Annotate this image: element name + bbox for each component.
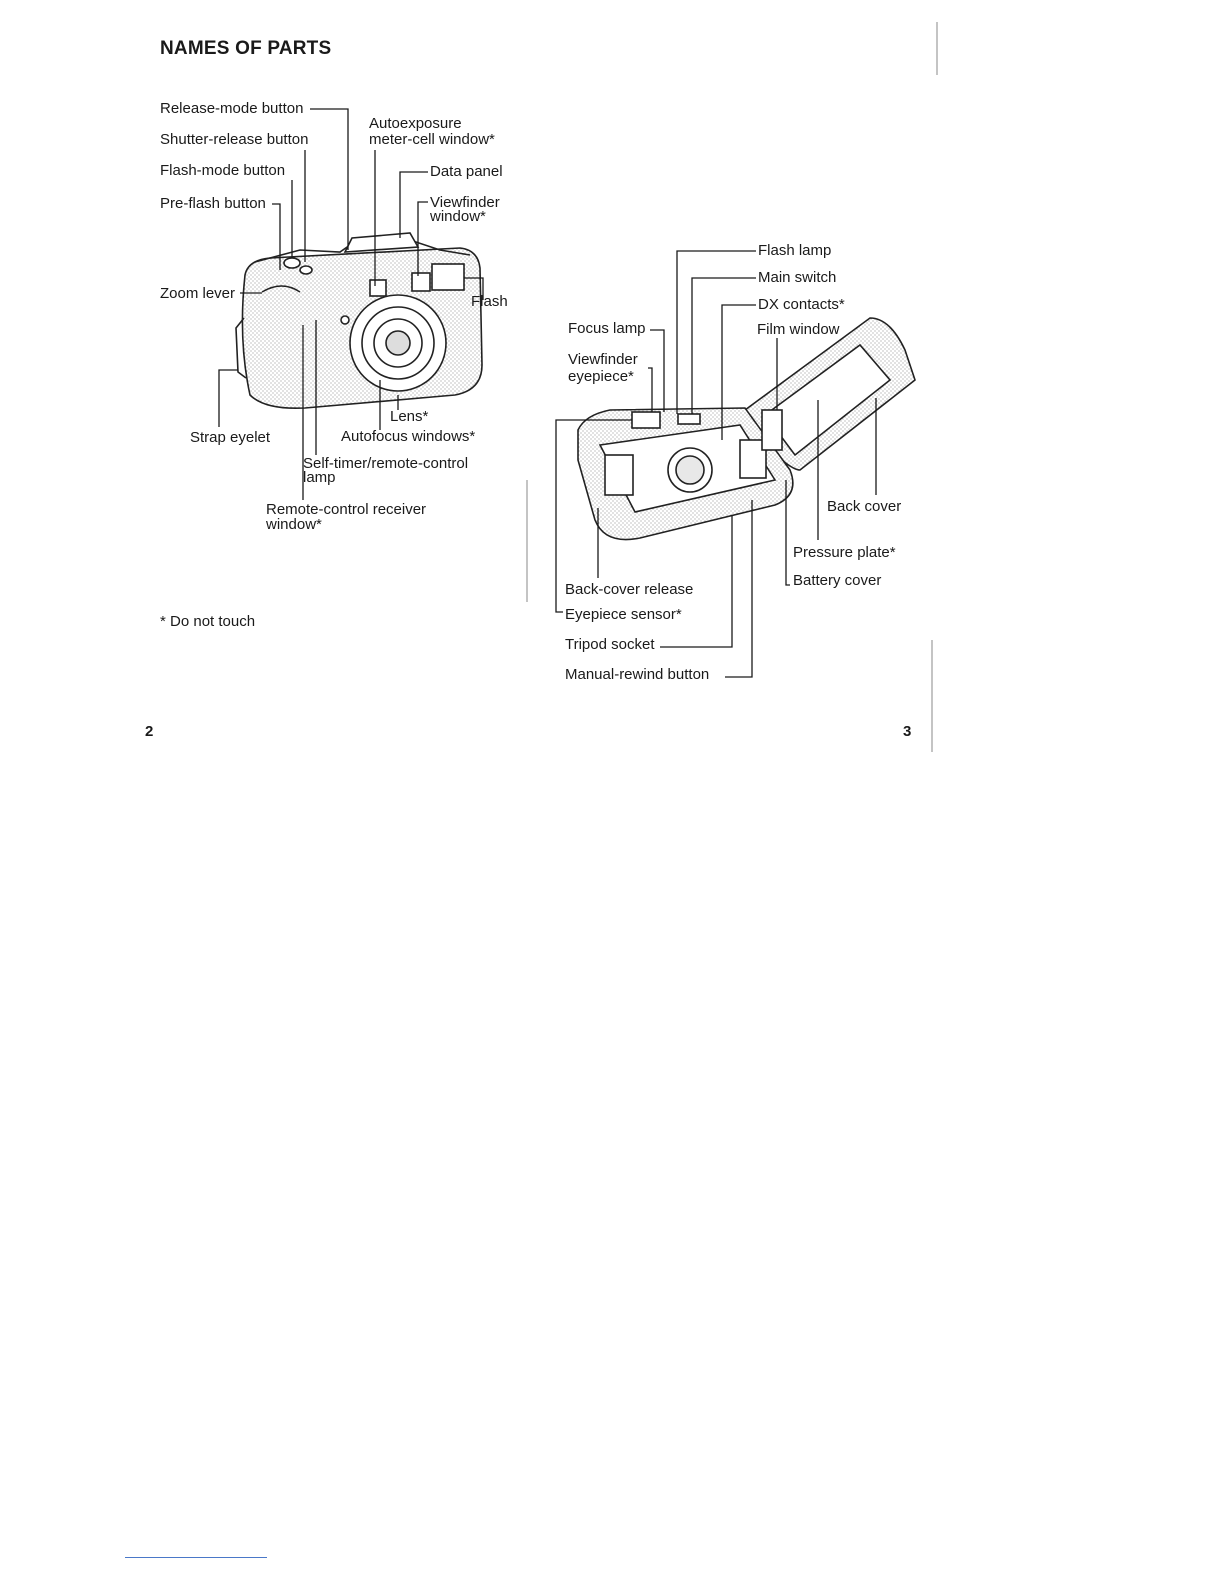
label-battery-cover: Battery cover xyxy=(793,572,882,589)
label-pre-flash-button: Pre-flash button xyxy=(160,195,266,212)
label-focus-lamp: Focus lamp xyxy=(568,320,646,337)
label-data-panel: Data panel xyxy=(430,163,503,180)
label-tripod-socket: Tripod socket xyxy=(565,636,655,653)
label-manual-rewind-button: Manual-rewind button xyxy=(565,666,710,683)
page-number-right: 3 xyxy=(903,723,912,740)
label-back-cover: Back cover xyxy=(827,498,902,515)
label-back-cover-release: Back-cover release xyxy=(565,581,694,598)
footnote: * Do not touch xyxy=(160,613,256,630)
front-camera-illustration xyxy=(236,233,482,408)
label-remote-receiver-line2: window* xyxy=(266,516,322,533)
label-autoexposure-line1: Autoexposure xyxy=(369,115,462,132)
label-self-timer-line2: lamp xyxy=(303,469,336,486)
label-viewfinder-eyepiece-line2: eyepiece* xyxy=(568,368,634,385)
label-self-timer-line1: Self-timer/remote-control xyxy=(303,455,469,472)
label-dx-contacts: DX contacts* xyxy=(758,296,845,313)
label-strap-eyelet: Strap eyelet xyxy=(190,429,271,446)
label-flash: Flash xyxy=(471,293,508,310)
label-viewfinder-window-line1: Viewfinder xyxy=(430,194,500,211)
label-autofocus-windows: Autofocus windows* xyxy=(341,428,476,445)
label-flash-lamp: Flash lamp xyxy=(758,242,832,259)
label-flash-mode-button: Flash-mode button xyxy=(160,162,286,179)
footer-rule xyxy=(125,1557,267,1558)
label-lens: Lens* xyxy=(390,408,429,425)
page-number-left: 2 xyxy=(145,723,154,740)
label-autoexposure-line2: meter-cell window* xyxy=(369,131,495,148)
label-viewfinder-eyepiece-line1: Viewfinder xyxy=(568,351,638,368)
label-remote-receiver-line1: Remote-control receiver xyxy=(266,501,427,518)
page-title: NAMES OF PARTS xyxy=(160,38,332,59)
label-release-mode-button: Release-mode button xyxy=(160,100,304,117)
label-pressure-plate: Pressure plate* xyxy=(793,544,896,561)
label-main-switch: Main switch xyxy=(758,269,837,286)
label-film-window: Film window xyxy=(757,321,840,338)
label-shutter-release-button: Shutter-release button xyxy=(160,131,309,148)
label-eyepiece-sensor: Eyepiece sensor* xyxy=(565,606,682,623)
label-zoom-lever: Zoom lever xyxy=(160,285,236,302)
label-viewfinder-window-line2: window* xyxy=(430,208,486,225)
